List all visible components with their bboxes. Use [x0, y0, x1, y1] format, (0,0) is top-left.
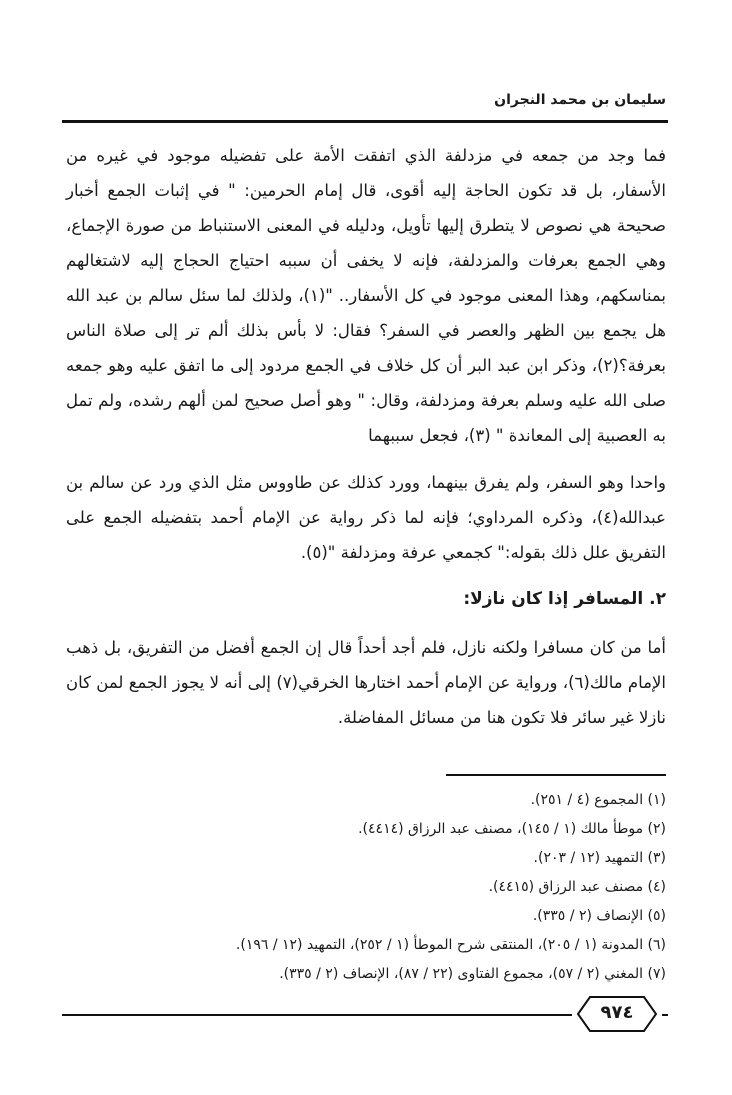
footnote-7: (٧) المغني (٢ / ٥٧)، مجموع الفتاوى (٢٢ / ٨٧)، الإنصاف (٢ / ٣٣٥). — [279, 966, 666, 982]
footnotes — [66, 786, 666, 989]
footnote-1: (١) المجموع (٤ / ٢٥١). — [530, 792, 666, 808]
footer-rule-right — [662, 1014, 668, 1016]
footnote-rule — [446, 774, 666, 776]
paragraph-1: فما وجد من جمعه في مزدلفة الذي اتفقت الأمة على تفضيله موجود في غيره من الأسفار، بل قد تكون الحاجة إليه أقوى، قال إمام الحرمين: " في إثبات الجمع أخبار صحيحة هي نصوص لا يتطرق إليها تأويل، ودليله في المعنى الاستنباط من صورة الإجماع، وهي الجمع بعرفات والمزدلفة، فإنه لا يخفى أن سببه احتياج الحجاج إليه لاشتغالهم بمناسكهم، وهذا المعنى موجود في كل الأسفار.. "(١)، ولذلك لما سئل سالم بن عبد الله هل يجمع بين الظهر والعصر في السفر؟ فقال: لا بأس بذلك ألم تر إلى صلاة الناس بعرفة؟(٢)، وذكر ابن عبد البر أن كل خلاف في الجمع مردود إلى ما اتفق عليه وهو جمعه صلى الله عليه وسلم بعرفة ومزدلفة، وقال: " وهو أصل صحيح لمن ألهم رشده، ولم تمل به العصبية إلى المعاندة " (٣)، فجعل سببهما — [66, 146, 666, 445]
paragraph-3: أما من كان مسافرا ولكنه نازل، فلم أجد أحداً قال إن الجمع أفضل من التفريق، بل ذهب الإمام مالك(٦)، ورواية عن الإمام أحمد اختارها الخرقي(٧) إلى أنه لا يجوز الجمع لمن كان نازلا غير سائر فلا تكون هنا من مسائل المفاضلة. — [66, 638, 666, 727]
footnote-5: (٥) الإنصاف (٢ / ٣٣٥). — [532, 908, 666, 924]
main-text — [66, 138, 666, 735]
footnote-6: (٦) المدونة (١ / ٢٠٥)، المنتقى شرح الموطأ (١ / ٢٥٢)، التمهيد (١٢ / ١٩٦). — [235, 937, 666, 953]
footnote-4: (٤) مصنف عبد الرزاق (٤٤١٥). — [488, 879, 666, 895]
header-rule — [62, 120, 668, 123]
footnote-3: (٣) التمهيد (١٢ / ٢٠٣). — [533, 850, 666, 866]
running-header-author: سليمان بن محمد النجران — [494, 92, 666, 108]
paragraph-2: واحدا وهو السفر، ولم يفرق بينهما، وورد كذلك عن طاووس مثل الذي ورد عن سالم بن عبدالله(٤)، وذكره المرداوي؛ فإنه لما ذكر رواية عن الإمام أحمد بتفضيله الجمع على التفريق علل ذلك بقوله:" كجمعي عرفة ومزدلفة "(٥). — [66, 473, 666, 562]
page-number: ٩٧٤ — [600, 1002, 634, 1023]
page-number-badge — [576, 994, 658, 1034]
footnote-2: (٢) موطأ مالك (١ / ١٤٥)، مصنف عبد الرزاق (٤٤١٤). — [358, 821, 666, 837]
section-heading: ٢. المسافر إذا كان نازلا: — [463, 589, 666, 609]
footer-rule-left — [62, 1014, 572, 1016]
